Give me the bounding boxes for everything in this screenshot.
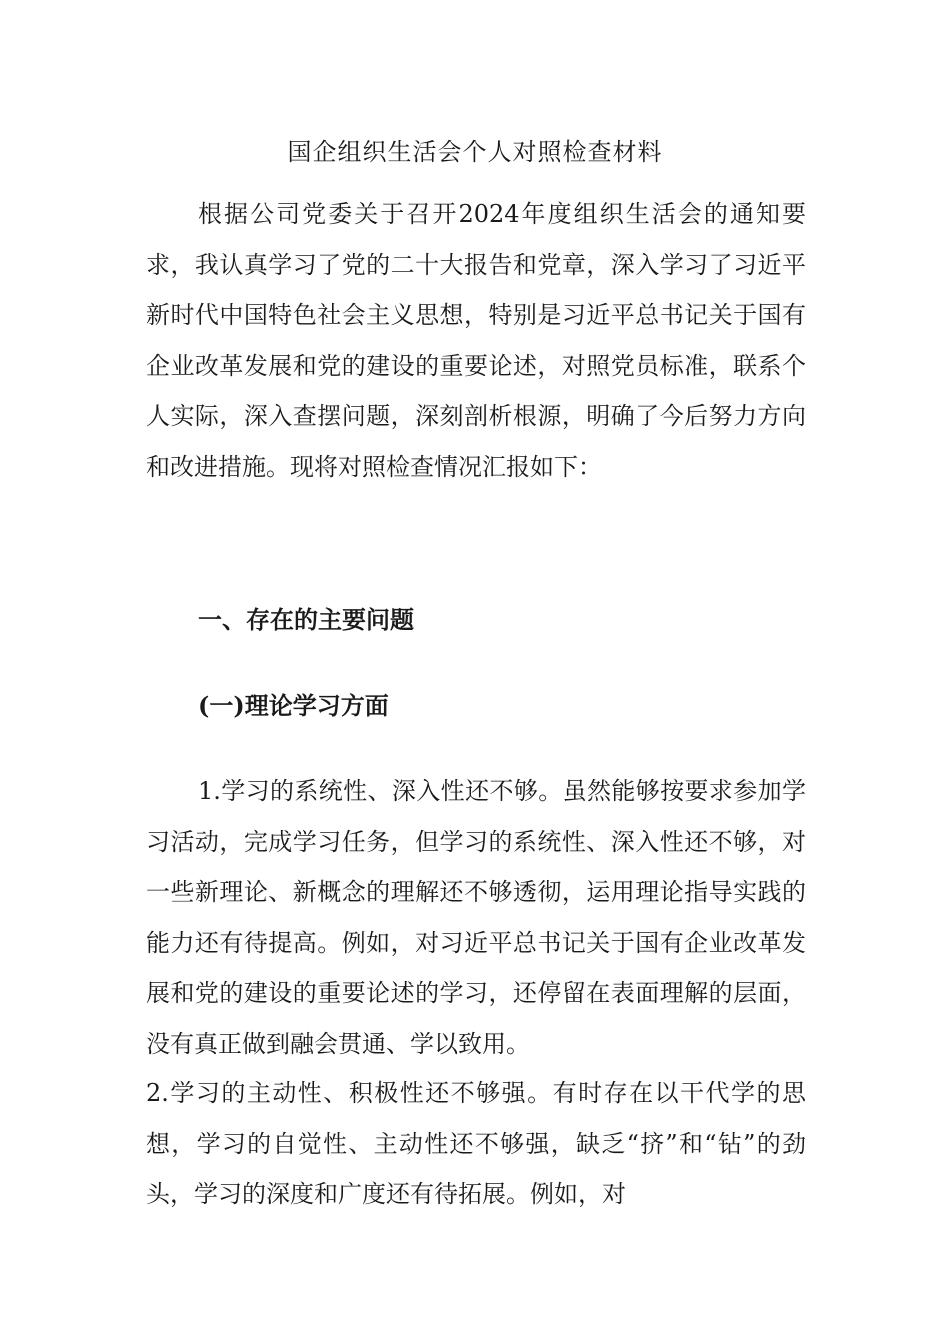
- intro-paragraph: 根据公司党委关于召开2024年度组织生活会的通知要求，我认真学习了党的二十大报告和党章，深入学习了习近平新时代中国特色社会主义思想，特别是习近平总书记关于国有企业改革发展和党的建设的重要论述，对照党员标准，联系个人实际，深入查摆问题，深刻剖析根源，明确了今后努力方向和改进措施。现将对照检查情况汇报如下：: [146, 200, 806, 481]
- list-item-2: 2.学习的主动性、积极性还不够强。有时存在以干代学的思想，学习的自觉性、主动性还不够强，缺乏“挤”和“钻”的劲头，学习的深度和广度还有待拓展。例如，对: [146, 1079, 806, 1208]
- section-heading-problems: 一、存在的主要问题: [198, 605, 414, 634]
- list-item-1: 1.学习的系统性、深入性还不够。虽然能够按要求参加学习活动，完成学习任务，但学习的系统性、深入性还不够，对一些新理论、新概念的理解还不够透彻，运用理论指导实践的能力还有待提高。例如，对习近平总书记关于国有企业改革发展和党的建设的重要论述的学习，还停留在表面理解的层面，没有真正做到融会贯通、学以致用。: [146, 777, 806, 1058]
- document-title: 国企组织生活会个人对照检查材料: [287, 138, 663, 166]
- subsection-heading-theory-study: (一)理论学习方面: [198, 691, 389, 720]
